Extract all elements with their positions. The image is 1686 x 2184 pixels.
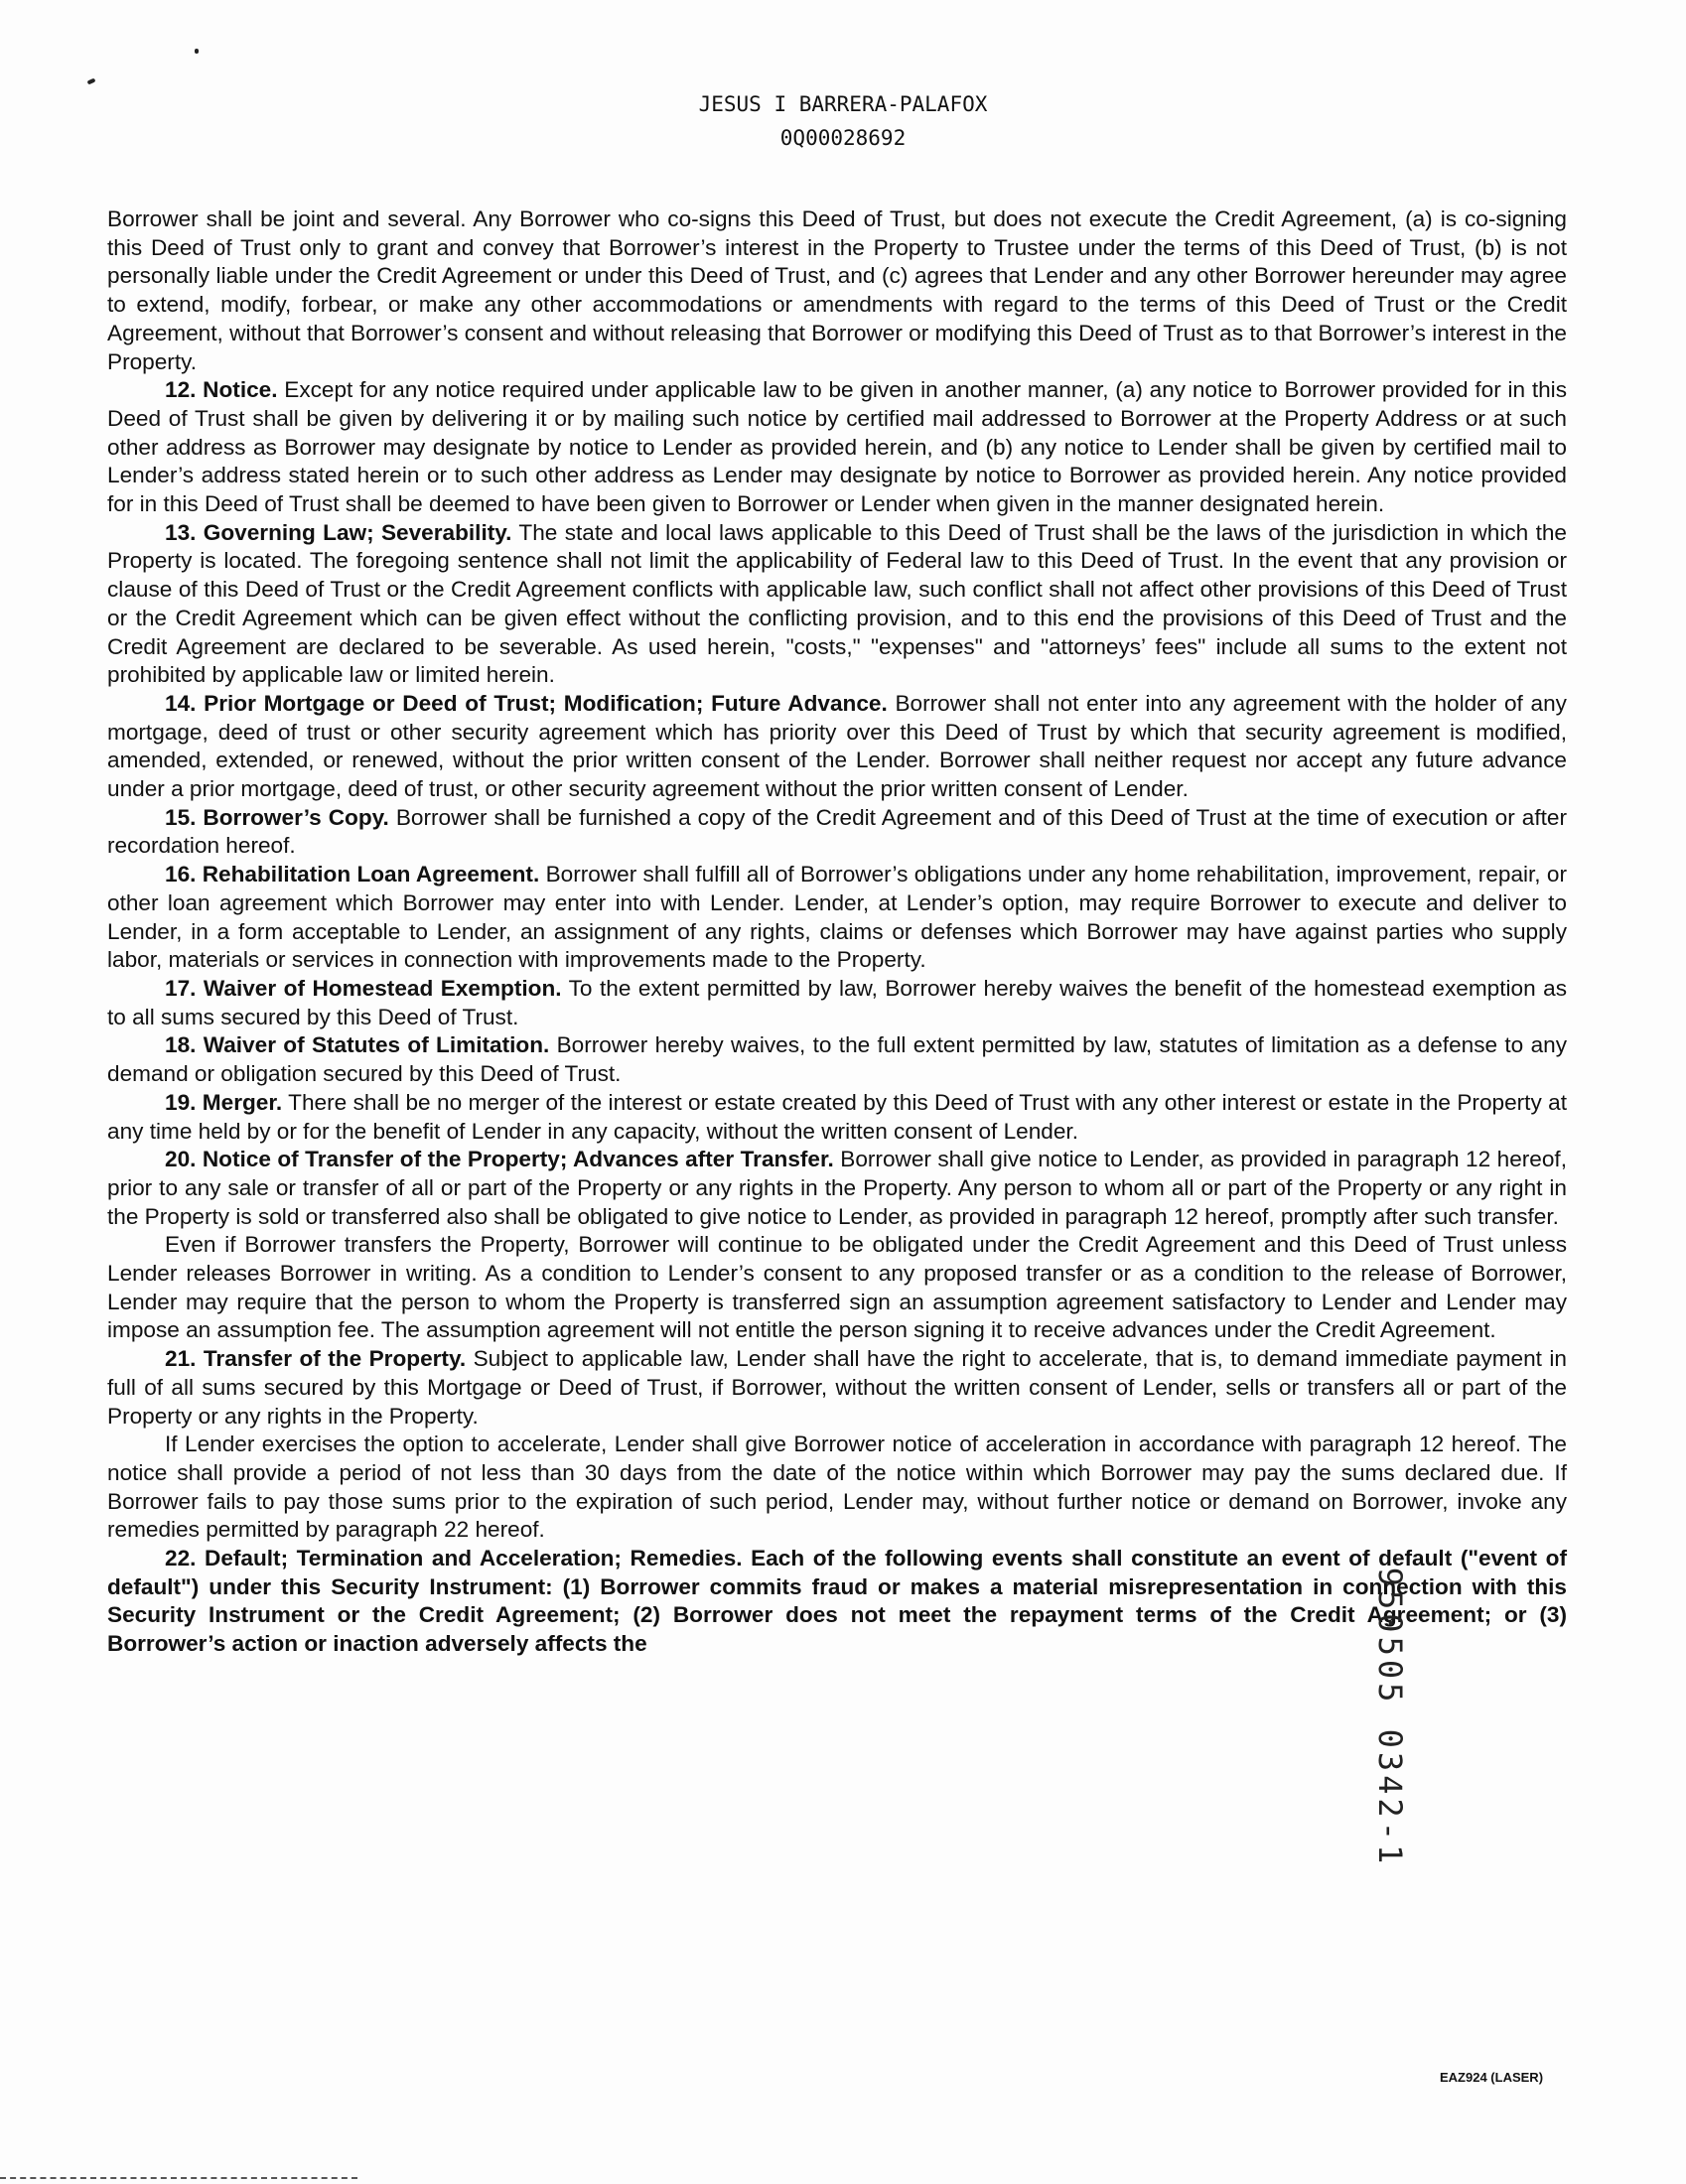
- paragraph-heading: 19. Merger.: [165, 1089, 283, 1115]
- paragraph-13: 13. Governing Law; Severability. The state and local laws applicable to this Deed of Trust shall be the laws of the jurisdiction in which the Property is located. The foregoing sentence shall not limit the applicability of Federal law to this Deed of Trust. In the event that any provision or clause of this Deed of Trust or the Credit Agreement conflicts with applicable law, such conflict shall not affect other provisions of this Deed of Trust or the Credit Agreement which can be given effect without the conflicting provision, and to this end the provisions of this Deed of Trust and the Credit Agreement are declared to be severable. As used herein, "costs," "expenses" and "attorneys’ fees" include all sums to the extent not prohibited by applicable law or limited herein.: [107, 519, 1567, 688]
- paragraph-heading: 13. Governing Law; Severability.: [165, 519, 512, 545]
- paragraph-heading: 16. Rehabilitation Loan Agreement.: [165, 862, 540, 887]
- paragraph-heading: 12. Notice.: [165, 377, 278, 403]
- page-edge-line: [0, 2177, 357, 2179]
- paragraph-21: 21. Transfer of the Property. Subject to applicable law, Lender shall have the right to accelerate, that is, to demand immediate payment in full of all sums secured by this Mortgage or Deed of Trust, if Borrower, without the written consent of Lender, sells or transfers all or part of the Property or any rights in the Property.: [107, 1346, 1567, 1429]
- paragraph-heading: 21. Transfer of the Property.: [165, 1346, 467, 1372]
- paragraph-heading: 17. Waiver of Homestead Exemption.: [165, 975, 562, 1001]
- paragraph-15: 15. Borrower’s Copy. Borrower shall be furnished a copy of the Credit Agreement and of this Deed of Trust at the time of execution or after recordation hereof.: [107, 804, 1568, 859]
- paragraph-heading: 15. Borrower’s Copy.: [165, 804, 389, 830]
- paragraph-heading: 20. Notice of Transfer of the Property; Advances after Transfer.: [165, 1147, 834, 1172]
- paragraph-22: 22. Default; Termination and Acceleration; Remedies. Each of the following events shall constitute an event of default ("event of default") under this Security Instrument: (1) Borrower commits fraud or makes a material misrepresentation in connection with this Security Instrument or the Credit Agreement; (2) Borrower does not meet the repayment terms of the Credit Agreement; or (3) Borrower’s action or inaction adversely affects the: [107, 1546, 1567, 1657]
- form-code: EAZ924 (LASER): [1440, 2070, 1544, 2085]
- scan-speck: [87, 77, 96, 84]
- paragraph-21-continued: If Lender exercises the option to accelerate, Lender shall give Borrower notice of acceleration in accordance with paragraph 12 hereof. The notice shall provide a period of not less than 30 days from the date of the notice within which Borrower may pay the sums declared due. If Borrower fails to pay those sums prior to the expiration of such period, Lender may, without further notice or demand on Borrower, invoke any remedies permitted by paragraph 22 hereof.: [107, 1432, 1567, 1543]
- paragraph-18: 18. Waiver of Statutes of Limitation. Borrower hereby waives, to the full extent permitted by law, statutes of limitation as a defense to any demand or obligation secured by this Deed of Trust.: [107, 1032, 1567, 1087]
- paragraph-heading: 22. Default; Termination and Acceleration; Remedies.: [165, 1546, 743, 1571]
- loan-number: 0Q00028692: [779, 126, 907, 150]
- margin-recording-stamp: 950505 0342-1: [1371, 1567, 1409, 1868]
- paragraph-16: 16. Rehabilitation Loan Agreement. Borrower shall fulfill all of Borrower’s obligations under any home rehabilitation, improvement, repair, or other loan agreement which Borrower may enter into with Lender. Lender, at Lender’s option, may require Borrower to execute and deliver to Lender, in a form acceptable to Lender, an assignment of any rights, claims or defenses which Borrower may have against parties who supply labor, materials or services in connection with improvements made to the Property.: [107, 862, 1568, 973]
- document-body: [107, 205, 1567, 1659]
- paragraph-19: 19. Merger. There shall be no merger of the interest or estate created by this Deed of Trust with any other interest or estate in the Property at any time held by or for the benefit of Lender in any capacity, without the written consent of Lender.: [107, 1089, 1567, 1144]
- paragraph-14: 14. Prior Mortgage or Deed of Trust; Modification; Future Advance. Borrower shall not enter into any agreement with the holder of any mortgage, deed of trust or other security agreement which has priority over this Deed of Trust by which that security agreement is modified, amended, extended, or renewed, without the prior written consent of the Lender. Borrower shall neither request nor accept any future advance under a prior mortgage, deed of trust, or other security agreement without the prior written consent of Lender.: [107, 690, 1567, 802]
- paragraph-heading: 18. Waiver of Statutes of Limitation.: [165, 1032, 550, 1058]
- paragraph-20: 20. Notice of Transfer of the Property; Advances after Transfer. Borrower shall give notice to Lender, as provided in paragraph 12 hereof, prior to any sale or transfer of all or part of the Property or any rights in the Property. Any person to whom all or part of the Property or any right in the Property is sold or transferred also shall be obligated to give notice to Lender, as provided in paragraph 12 hereof, promptly after such transfer.: [107, 1147, 1567, 1229]
- document-header: [0, 87, 1686, 155]
- borrower-name: JESUS I BARRERA-PALAFOX: [698, 92, 988, 116]
- paragraph-17: 17. Waiver of Homestead Exemption. To the extent permitted by law, Borrower hereby waives the benefit of the homestead exemption as to all sums secured by this Deed of Trust.: [107, 975, 1567, 1029]
- paragraph-heading: 14. Prior Mortgage or Deed of Trust; Modification; Future Advance.: [165, 690, 888, 716]
- paragraph-12: 12. Notice. Except for any notice required under applicable law to be given in another manner, (a) any notice to Borrower provided for in this Deed of Trust shall be given by delivering it or by mailing such notice by certified mail addressed to Borrower at the Property Address or at such other address as Borrower may designate by notice to Lender as provided herein, and (b) any notice to Lender shall be given by certified mail to Lender’s address stated herein or to such other address as Lender may designate by notice to Borrower as provided herein. Any notice provided for in this Deed of Trust shall be deemed to have been given to Borrower or Lender when given in the manner designated herein.: [107, 377, 1567, 517]
- scan-speck: [195, 49, 199, 54]
- paragraph-20-continued: Even if Borrower transfers the Property, Borrower will continue to be obligated under the Credit Agreement and this Deed of Trust unless Lender releases Borrower in writing. As a condition to Lender’s consent to any proposed transfer or as a condition to the release of Borrower, Lender may require that the person to whom the Property is transferred sign an assumption agreement satisfactory to Lender and Lender may impose an assumption fee. The assumption agreement will not entitle the person signing it to receive advances under the Credit Agreement.: [107, 1232, 1567, 1343]
- paragraph-11-continued: Borrower shall be joint and several. Any Borrower who co-signs this Deed of Trust, but does not execute the Credit Agreement, (a) is co-signing this Deed of Trust only to grant and convey that Borrower’s interest in the Property to Trustee under the terms of this Deed of Trust, (b) is not personally liable under the Credit Agreement or under this Deed of Trust, and (c) agrees that Lender and any other Borrower hereunder may agree to extend, modify, forbear, or make any other accommodations or amendments with regard to the terms of this Deed of Trust or the Credit Agreement, without that Borrower’s consent and without releasing that Borrower or modifying this Deed of Trust as to that Borrower’s interest in the Property.: [107, 206, 1567, 374]
